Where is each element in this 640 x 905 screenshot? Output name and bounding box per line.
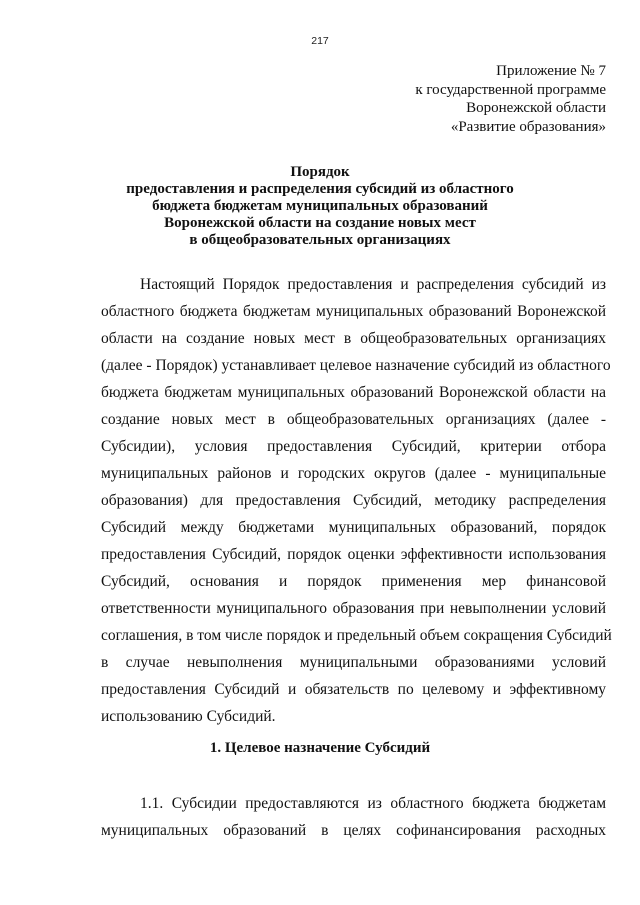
title-line: Порядок [290, 164, 350, 180]
title-line: в общеобразовательных организациях [189, 232, 451, 248]
paragraph-line: использованию Субсидий. [101, 708, 276, 725]
paragraph-line: (далее - Порядок) устанавливает целевое назначение субсидий из областного [101, 357, 611, 374]
paragraph-line: образования) для предоставления Субсидий, методику распределения [101, 492, 606, 509]
document-title [0, 164, 640, 249]
appendix-line: «Развитие образования» [450, 118, 606, 135]
paragraph-line: создание новых мест в общеобразовательных организациях (далее - [101, 411, 606, 428]
appendix-line: к государственной программе [415, 81, 606, 98]
paragraph-line: предоставления Субсидий, порядок оценки эффективности использования [101, 546, 606, 563]
paragraph-line: Субсидий, основания и порядок применения мер финансовой [101, 573, 606, 590]
paragraph-line: муниципальных районов и городских округов (далее - муниципальные [101, 465, 606, 482]
paragraph-line: бюджета бюджетам муниципальных образований Воронежской области на [101, 384, 606, 401]
page-number: 217 [311, 35, 329, 47]
section-heading: 1. Целевое назначение Субсидий [209, 740, 431, 756]
paragraph-line: в случае невыполнения муниципальными образованиями условий [101, 654, 606, 671]
paragraph-line: 1.1. Субсидии предоставляются из областного бюджета бюджетам [140, 795, 606, 812]
point-1-1-paragraph [101, 790, 606, 844]
paragraph-line: областного бюджета бюджетам муниципальных образований Воронежской [101, 303, 606, 320]
appendix-header [286, 62, 606, 136]
appendix-line: Приложение № 7 [496, 63, 606, 79]
paragraph-line: Настоящий Порядок предоставления и распределения субсидий из [140, 276, 606, 293]
paragraph-line: Субсидий между бюджетами муниципальных образований, порядок [101, 519, 606, 536]
paragraph-line: предоставления Субсидий и обязательств по целевому и эффективному [101, 681, 606, 698]
appendix-line: Воронежской области [466, 100, 606, 116]
paragraph-line: Субсидии), условия предоставления Субсидий, критерии отбора [101, 438, 606, 455]
paragraph-line: ответственности муниципального образования при невыполнении условий [101, 600, 606, 617]
paragraph-line: муниципальных образований в целях софинансирования расходных [101, 822, 606, 839]
title-line: Воронежской области на создание новых мест [164, 215, 476, 231]
title-line: предоставления и распределения субсидий из областного [126, 181, 514, 197]
intro-paragraph [101, 271, 612, 730]
paragraph-line: соглашения, в том числе порядок и предельный объем сокращения Субсидий [101, 627, 612, 644]
paragraph-line: области на создание новых мест в общеобразовательных организациях [101, 330, 606, 347]
title-line: бюджета бюджетам муниципальных образований [152, 198, 488, 214]
